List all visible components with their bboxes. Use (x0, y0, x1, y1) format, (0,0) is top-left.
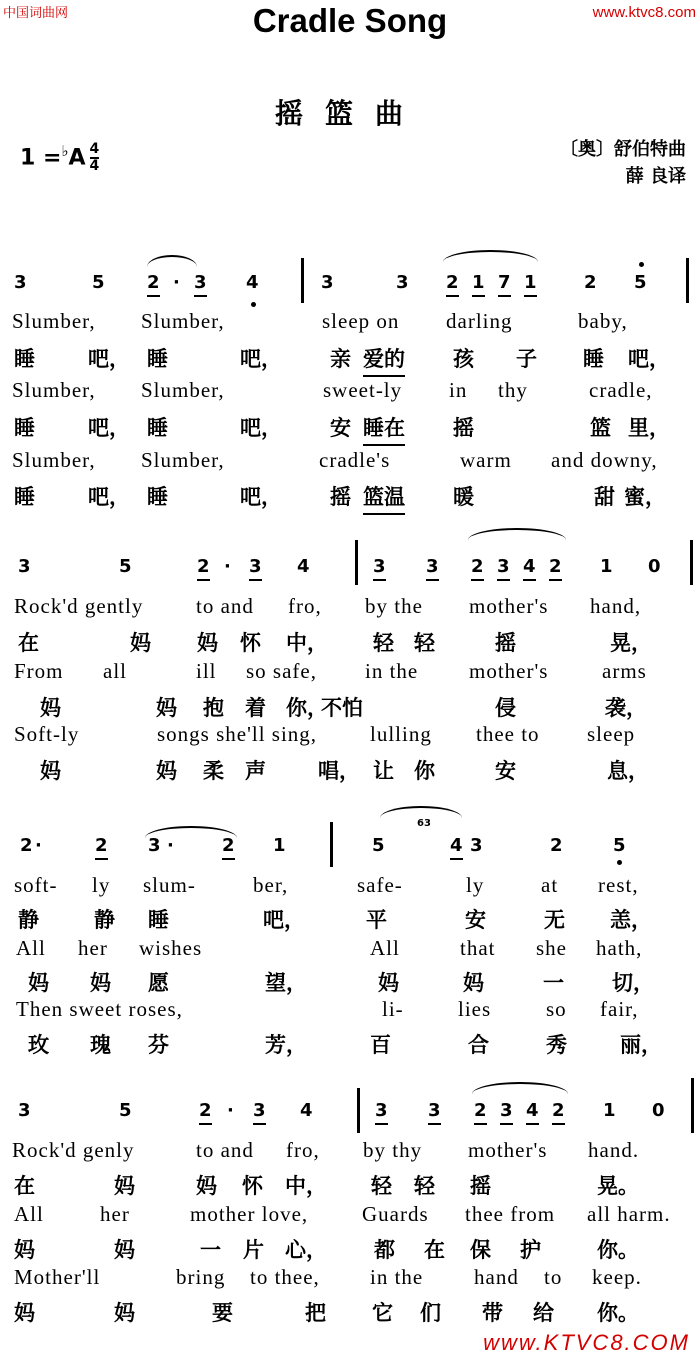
lyric: Slumber, (141, 309, 225, 333)
lyric: 睡 (148, 908, 169, 932)
lyric: 百 (370, 1033, 391, 1057)
lyric: Slumber, (12, 309, 96, 333)
lyric: 在 (18, 631, 39, 655)
lyric: 摇 (453, 416, 474, 440)
lyric: 把 (305, 1301, 326, 1325)
lyric: 瑰 (90, 1033, 111, 1057)
note: 5 (372, 835, 385, 856)
lyric: 吧， (628, 347, 670, 371)
lyric: lulling (370, 722, 432, 746)
lyric: 在 (14, 1174, 35, 1198)
note: 3 (14, 272, 27, 293)
lyric: 睡 (147, 347, 168, 371)
octave-dot (251, 302, 256, 307)
lyric: 晃， (610, 631, 652, 655)
note: 3 (375, 1100, 388, 1125)
lyric: 保 (470, 1238, 491, 1262)
slur (147, 255, 197, 267)
lyric: 吧， (240, 347, 282, 371)
lyric: she (536, 936, 567, 960)
bar-line (690, 540, 693, 585)
lyric: warm (460, 448, 512, 472)
note: 2 (471, 556, 484, 581)
lyric: 妈 (90, 971, 111, 995)
lyric: 吧， (88, 347, 130, 371)
lyric: 睡 (583, 347, 604, 371)
note: 2 (147, 272, 160, 297)
lyric: to (544, 1265, 563, 1289)
lyric: fro, (286, 1138, 320, 1162)
lyric: 安 (330, 416, 351, 440)
lyric: darling (446, 309, 513, 333)
octave-dot (639, 262, 644, 267)
lyric: ill (196, 659, 217, 683)
lyric: 合 (468, 1033, 489, 1057)
lyric: 摇 (470, 1174, 491, 1198)
lyric: ber, (253, 873, 289, 897)
lyric: 安 (465, 908, 486, 932)
lyric: to thee, (250, 1265, 320, 1289)
lyric: to and (196, 1138, 254, 1162)
note: 5 (119, 1100, 132, 1121)
lyric: 妈 (114, 1174, 135, 1198)
note: 1 (524, 272, 537, 297)
note-dot: · (224, 556, 231, 577)
lyric: Rock'd genly (12, 1138, 135, 1162)
lyric: 抱 (203, 696, 224, 720)
lyric: 无 (544, 908, 565, 932)
lyric: 一 (200, 1238, 221, 1262)
lyric: and downy, (551, 448, 658, 472)
lyric: 着 (245, 696, 266, 720)
note: 3 (253, 1100, 266, 1125)
lyric: 你。 (597, 1238, 639, 1262)
site-watermark-right[interactable]: www.ktvc8.com (592, 4, 696, 21)
key-note: A (68, 145, 86, 171)
lyric: 妈 (463, 971, 484, 995)
note: 2 (197, 556, 210, 581)
lyric: 吧， (88, 416, 130, 440)
lyric: songs she'll sing, (157, 722, 318, 746)
lyric: 睡 (14, 347, 35, 371)
lyric: her (100, 1202, 130, 1226)
lyric: Slumber, (141, 448, 225, 472)
lyric: 不怕 (321, 696, 363, 720)
note: 2 (552, 1100, 565, 1125)
key-signature (20, 142, 99, 174)
note: 3 (426, 556, 439, 581)
lyric: hand. (588, 1138, 640, 1162)
note: 3 (500, 1100, 513, 1125)
lyric: 子 (516, 347, 537, 371)
bar-line (330, 822, 333, 867)
note: 3 (470, 835, 483, 856)
meter-numerator: 4 (89, 141, 100, 158)
lyric: 妈 (114, 1301, 135, 1325)
lyric: 妈 (196, 1174, 217, 1198)
note: 2 (199, 1100, 212, 1125)
lyric: 里， (628, 416, 670, 440)
lyric: sweet-ly (323, 378, 403, 402)
lyric: 在 (424, 1238, 445, 1262)
lyric: Guards (362, 1202, 429, 1226)
lyric: at (541, 873, 559, 897)
lyric: all (103, 659, 127, 683)
lyric: 妈 (14, 1301, 35, 1325)
lyric: ly (92, 873, 111, 897)
site-watermark-left: 中国词曲网 (3, 6, 69, 21)
bar-line (686, 258, 689, 303)
lyric: in the (370, 1265, 424, 1289)
lyric: wishes (139, 936, 203, 960)
lyric: 轻 (414, 631, 435, 655)
lyric: hath, (596, 936, 643, 960)
lyric: 芬 (148, 1033, 169, 1057)
lyric: Rock'd gently (14, 594, 144, 618)
note: 3 (18, 556, 31, 577)
lyric: slum- (143, 873, 196, 897)
note: 2 (584, 272, 597, 293)
lyric: Slumber, (141, 378, 225, 402)
note: 2 (95, 835, 108, 860)
lyric: 蜜， (624, 485, 666, 509)
lyric: 轻 (371, 1174, 392, 1198)
lyric: Slumber, (12, 448, 96, 472)
lyric: 怀 (240, 631, 261, 655)
lyric: 亲 (330, 347, 351, 371)
note-dot: · (227, 1100, 234, 1121)
note: 4 (526, 1100, 539, 1125)
lyric: 睡在 (363, 412, 405, 446)
note: 4 (523, 556, 536, 581)
song-title-english: Cradle Song (252, 2, 448, 39)
lyric: 给 (533, 1301, 554, 1325)
lyric: 恙， (610, 908, 652, 932)
lyric: li- (382, 997, 404, 1021)
lyric: so (546, 997, 567, 1021)
note: 2 (474, 1100, 487, 1125)
note: 5 (119, 556, 132, 577)
lyric: 睡 (147, 485, 168, 509)
note: 3 (428, 1100, 441, 1125)
lyric: 声 (245, 759, 266, 783)
lyric: 妈 (378, 971, 399, 995)
lyric: 妈 (156, 759, 177, 783)
note: 4 (297, 556, 310, 577)
lyric: Soft-ly (14, 722, 80, 746)
note: 3 (396, 272, 409, 293)
octave-dot (617, 860, 622, 865)
lyric: fair, (600, 997, 639, 1021)
note: 3 (18, 1100, 31, 1121)
note: 1 (472, 272, 485, 297)
note-dot: · (35, 835, 42, 856)
lyric: 轻 (414, 1174, 435, 1198)
lyric: 唱， (318, 759, 360, 783)
lyric: 吧， (88, 485, 130, 509)
lyric: 妈 (197, 631, 218, 655)
lyric: keep. (592, 1265, 642, 1289)
lyric: 中， (286, 631, 328, 655)
lyric: so safe, (246, 659, 317, 683)
note: 4 (300, 1100, 313, 1121)
lyric: all harm. (587, 1202, 671, 1226)
note: 2 (550, 835, 563, 856)
lyric: Slumber, (12, 378, 96, 402)
lyric: soft- (14, 873, 58, 897)
meter-denominator: 4 (89, 158, 100, 175)
lyric: ly (466, 873, 485, 897)
lyric: 甜 (594, 485, 615, 509)
lyric: 摇 (495, 631, 516, 655)
lyric: 一 (543, 971, 564, 995)
note: 7 (498, 272, 511, 297)
note-dot: · (173, 272, 180, 293)
note: 5 (92, 272, 105, 293)
note: 0 (648, 556, 661, 577)
lyric: 睡 (14, 416, 35, 440)
lyric: her (78, 936, 108, 960)
bar-line (691, 1078, 694, 1133)
lyric: 妈 (156, 696, 177, 720)
bar-line (301, 258, 304, 303)
time-signature (90, 142, 100, 174)
lyric: 爱的 (363, 343, 405, 377)
lyric: 息， (607, 759, 649, 783)
lyric: sleep on (322, 309, 400, 333)
lyric: From (14, 659, 64, 683)
lyric: cradle, (589, 378, 653, 402)
lyric: to and (196, 594, 254, 618)
lyric: 妈 (40, 759, 61, 783)
lyric: 篮 (590, 416, 611, 440)
lyric: mother love, (190, 1202, 309, 1226)
note: 4 (450, 835, 463, 860)
note: 3 (321, 272, 334, 293)
lyric: thee to (476, 722, 540, 746)
lyric: 吧， (240, 416, 282, 440)
lyric: baby, (578, 309, 628, 333)
lyric: 带 (482, 1301, 503, 1325)
flat-accidental: ♭ (61, 142, 69, 160)
lyric: All (14, 1202, 44, 1226)
lyric: in the (365, 659, 419, 683)
lyric: 你 (414, 759, 435, 783)
note: 0 (652, 1100, 665, 1121)
lyric: thy (498, 378, 528, 402)
lyric: that (460, 936, 496, 960)
lyric: hand (474, 1265, 519, 1289)
lyric: 睡 (147, 416, 168, 440)
lyric: 安 (495, 759, 516, 783)
lyric: 怀 (242, 1174, 263, 1198)
lyric: 平 (366, 908, 387, 932)
translator-credit: 薛 良译 (625, 166, 686, 187)
song-title-chinese: 摇篮曲 (274, 97, 425, 130)
lyric: fro, (288, 594, 322, 618)
lyric: in (449, 378, 468, 402)
slur (472, 1082, 568, 1094)
note: 3 (194, 272, 207, 297)
lyric: hand, (590, 594, 642, 618)
note: 4 (246, 272, 259, 293)
lyric: Mother'll (14, 1265, 101, 1289)
lyric: 望， (265, 971, 307, 995)
note: 3 (249, 556, 262, 581)
lyric: 愿 (148, 971, 169, 995)
lyric: mother's (469, 594, 549, 618)
lyric: 静 (94, 908, 115, 932)
lyric: 妈 (28, 971, 49, 995)
lyric: safe- (357, 873, 403, 897)
lyric: 你。 (597, 1301, 639, 1325)
bar-line (357, 1088, 360, 1133)
lyric: 孩 (453, 347, 474, 371)
lyric: 吧， (240, 485, 282, 509)
note: 5 (613, 835, 626, 856)
lyric: 秀 (546, 1033, 567, 1057)
lyric: 妈 (114, 1238, 135, 1262)
lyric: 暖 (453, 485, 474, 509)
lyric: 切， (612, 971, 654, 995)
lyric: by the (365, 594, 423, 618)
lyric: bring (176, 1265, 226, 1289)
lyric: 都 (374, 1238, 395, 1262)
note: 5 (634, 272, 647, 293)
lyric: 静 (18, 908, 39, 932)
lyric: mother's (469, 659, 549, 683)
note: 1 (600, 556, 613, 577)
key-prefix: 1 = (20, 145, 62, 171)
note: 2 (549, 556, 562, 581)
note-dot: · (167, 835, 174, 856)
note: 2 (20, 835, 33, 856)
lyric: 让 (373, 759, 394, 783)
lyric: 侵 (495, 696, 516, 720)
slur (443, 250, 538, 262)
lyric: thee from (465, 1202, 556, 1226)
lyric: 轻 (373, 631, 394, 655)
lyric: 篮温 (363, 481, 405, 515)
lyric: 睡 (14, 485, 35, 509)
lyric: mother's (468, 1138, 548, 1162)
lyric: 吧， (263, 908, 305, 932)
slur (380, 806, 462, 818)
bar-line (355, 540, 358, 585)
note: 2 (446, 272, 459, 297)
lyric: 们 (420, 1301, 441, 1325)
slur (468, 528, 566, 540)
lyric: 柔 (203, 759, 224, 783)
site-watermark-bottom[interactable]: www.KTVC8.COM (483, 1330, 690, 1355)
lyric: 你， (286, 696, 328, 720)
note: 2 (222, 835, 235, 860)
lyric: 它 (372, 1301, 393, 1325)
lyric: 护 (520, 1238, 541, 1262)
lyric: 袭， (605, 696, 647, 720)
lyric: All (16, 936, 46, 960)
note: 3 (497, 556, 510, 581)
lyric: 妈 (130, 631, 151, 655)
lyric: sleep (587, 722, 636, 746)
lyric: 玫 (28, 1033, 49, 1057)
lyric: 丽， (620, 1033, 662, 1057)
lyric: 要 (212, 1301, 233, 1325)
lyric: arms (602, 659, 647, 683)
note: 1 (603, 1100, 616, 1121)
lyric: rest, (598, 873, 639, 897)
lyric: 中， (285, 1174, 327, 1198)
lyric: 妈 (14, 1238, 35, 1262)
grace-notes: 63 (417, 818, 431, 829)
lyric: 晃。 (597, 1174, 639, 1198)
note: 3 (373, 556, 386, 581)
lyric: All (370, 936, 400, 960)
lyric: 心， (285, 1238, 327, 1262)
lyric: lies (458, 997, 492, 1021)
lyric: 摇 (330, 485, 351, 509)
note: 3 (148, 835, 161, 856)
lyric: cradle's (319, 448, 391, 472)
lyric: Then sweet roses, (16, 997, 183, 1021)
lyric: by thy (363, 1138, 423, 1162)
lyric: 妈 (40, 696, 61, 720)
lyric: 芳， (265, 1033, 307, 1057)
composer-credit: 〔奥〕舒伯特曲 (560, 139, 686, 160)
note: 1 (273, 835, 286, 856)
lyric: 片 (243, 1238, 264, 1262)
